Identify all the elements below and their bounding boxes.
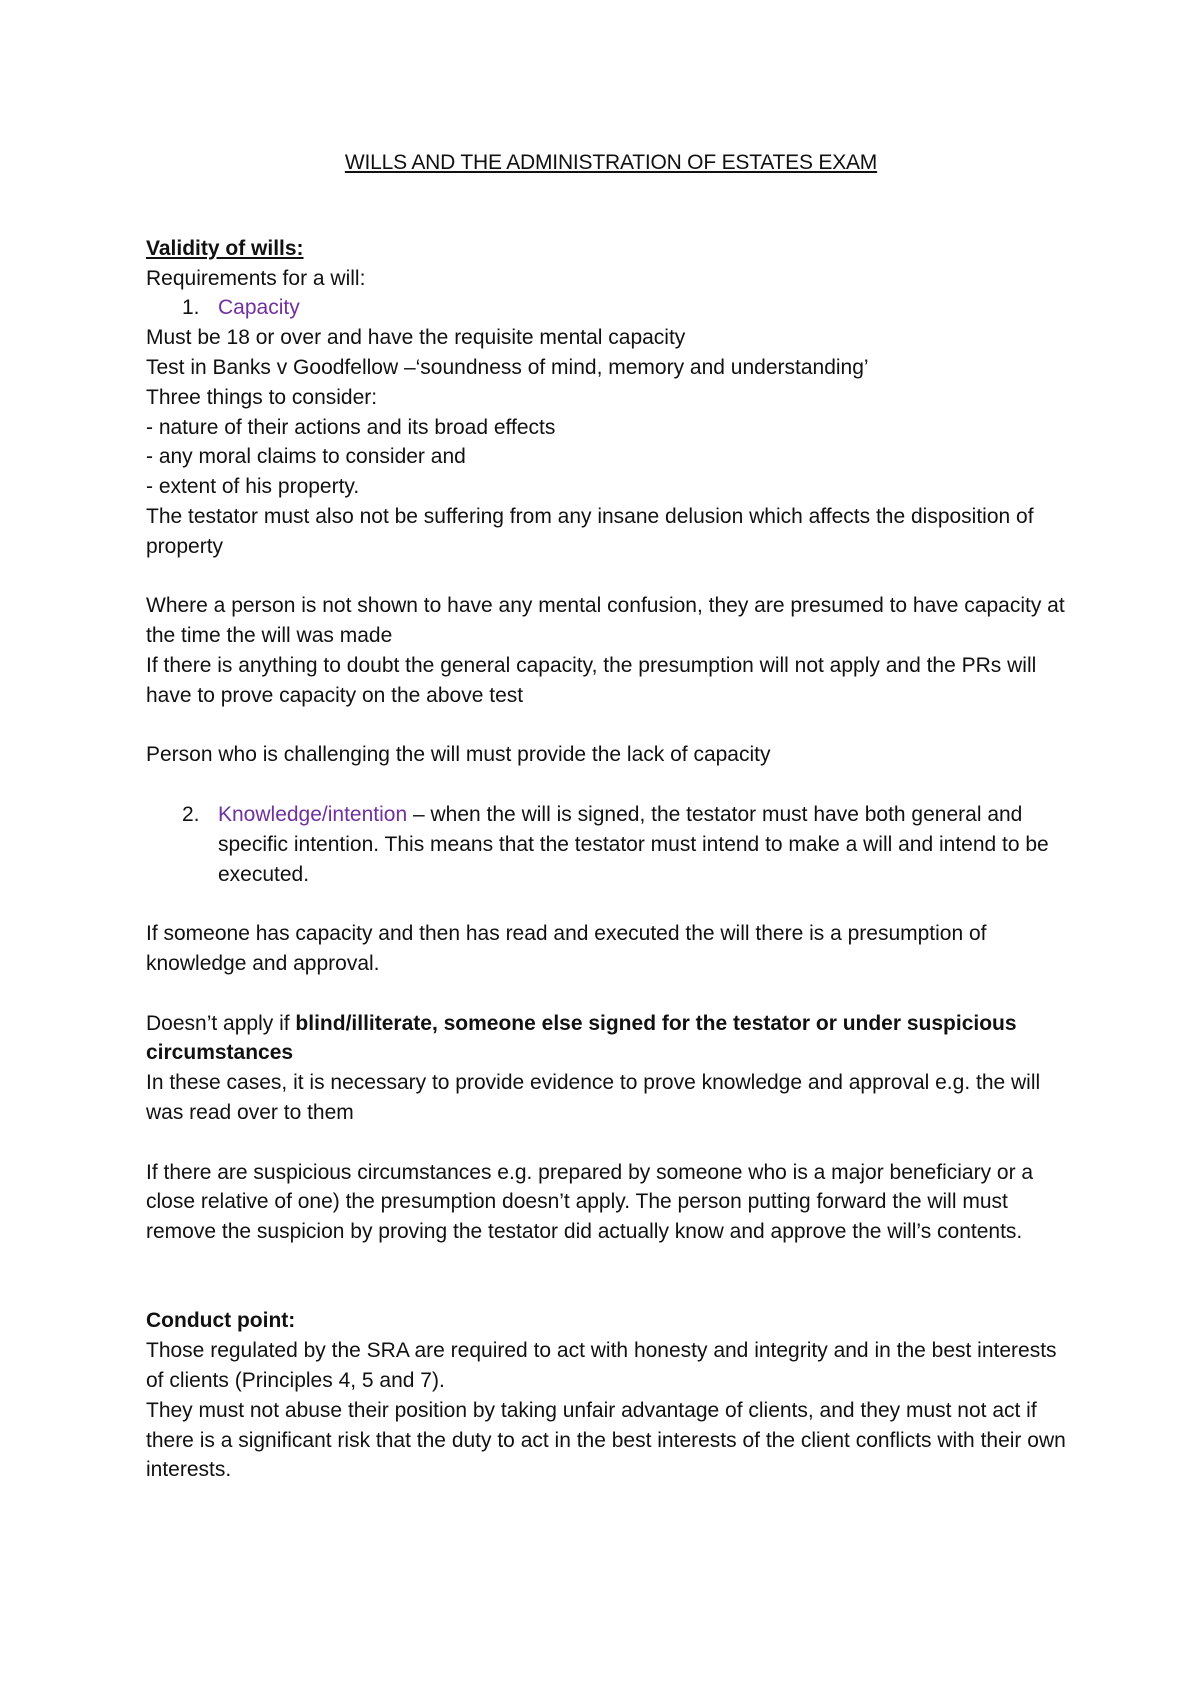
capacity-line: Test in Banks v Goodfellow –‘soundness of mind, memory and understanding’ (146, 355, 869, 379)
capacity-line: - nature of their actions and its broad effects (146, 415, 556, 439)
exception-bold: blind/illiterate, someone else signed for the testator or under suspicious circumstances (146, 1011, 1017, 1065)
section-heading-conduct: Conduct point: (146, 1309, 296, 1333)
capacity-line: - any moral claims to consider and (146, 445, 466, 469)
requirements-intro: Requirements for a will: (146, 266, 366, 290)
capacity-doubt-paragraph: If there is anything to doubt the general capacity, the presumption will not apply and the PRs will have to prove capacity on the above test (146, 653, 1037, 707)
list-number: 2. (182, 802, 200, 826)
capacity-challenge-paragraph: Person who is challenging the will must provide the lack of capacity (146, 743, 771, 767)
requirement-label-capacity: Capacity (218, 296, 300, 320)
capacity-line: Must be 18 or over and have the requisite mental capacity (146, 326, 686, 350)
document-page (146, 148, 1076, 1485)
conduct-paragraph: Those regulated by the SRA are required to act with honesty and integrity and in the best interests of clients (Principles 4, 5 and 7). (146, 1339, 1057, 1393)
requirement-knowledge-text: – when the will is signed, the testator must have both general and specific intention. This means that the testator must intend to make a will and intend to be executed. (218, 802, 1049, 886)
requirement-label-knowledge: Knowledge/intention (218, 802, 408, 826)
exception-prefix: Doesn’t apply if (146, 1011, 296, 1035)
suspicious-circumstances-paragraph: If there are suspicious circumstances e.g. prepared by someone who is a major beneficiary or a close relative of one) the presumption doesn’t apply. The person putting forward the will must remove the suspicion by proving the testator did actually know and approve the will’s contents. (146, 1160, 1034, 1244)
knowledge-presumption-paragraph: If someone has capacity and then has read and executed the will there is a presumption of knowledge and approval. (146, 922, 987, 975)
capacity-line: Three things to consider: (146, 385, 378, 409)
requirement-knowledge-body (218, 800, 1076, 889)
list-number: 1. (182, 296, 200, 320)
conduct-paragraph: They must not abuse their position by taking unfair advantage of clients, and they must not act if there is a significant risk that the duty to act in the best interests of the client conflicts with their own interests. (146, 1398, 1066, 1482)
capacity-presumption-paragraph: Where a person is not shown to have any mental confusion, they are presumed to have capacity at the time the will was made (146, 594, 1065, 648)
document-title: WILLS AND THE ADMINISTRATION OF ESTATES EXAM (344, 151, 878, 174)
capacity-line: - extent of his property. (146, 475, 360, 499)
section-heading-validity: Validity of wills: (146, 236, 304, 260)
knowledge-evidence-paragraph: In these cases, it is necessary to provide evidence to prove knowledge and approval e.g. the will was read over to them (146, 1071, 1041, 1124)
requirement-capacity (146, 293, 1076, 323)
capacity-line: The testator must also not be suffering from any insane delusion which affects the disposition of property (146, 504, 1034, 558)
requirement-knowledge (146, 800, 1076, 889)
knowledge-exception-paragraph (146, 1009, 1076, 1069)
